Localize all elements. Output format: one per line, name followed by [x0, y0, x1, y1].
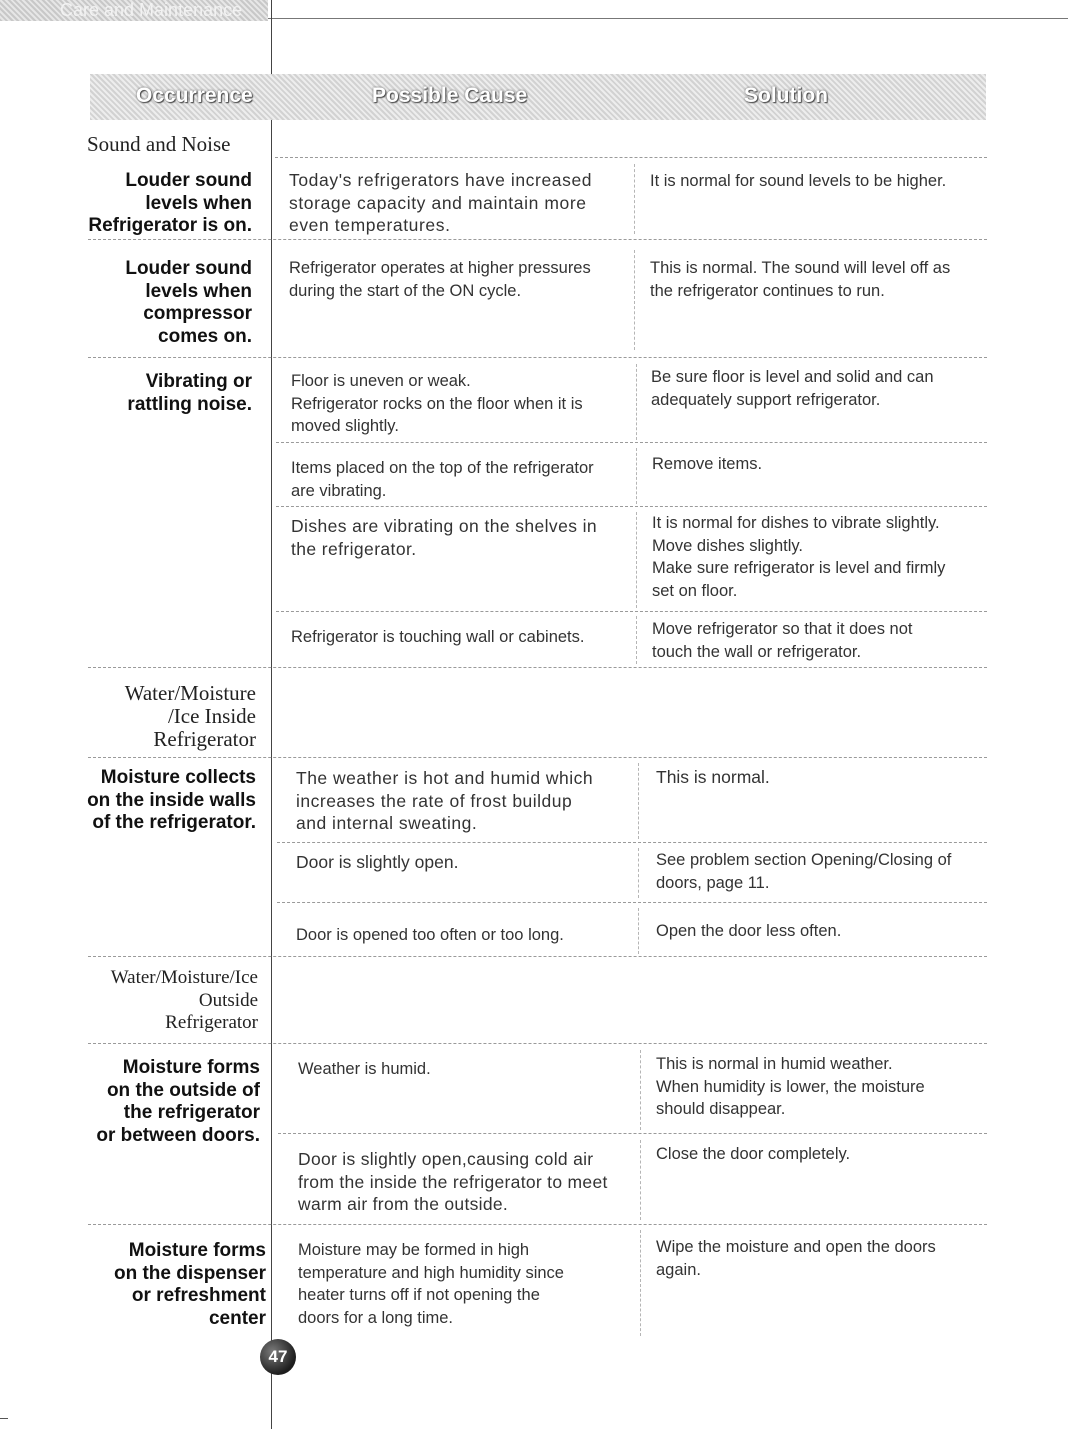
- category-sound-and-noise: Sound and Noise: [87, 132, 231, 156]
- occurrence-vibrating-rattling: Vibrating or rattling noise.: [127, 371, 252, 415]
- row-divider: [277, 902, 987, 903]
- solution-see-problem-section: See problem section Opening/Closing of doors, page 11.: [656, 851, 952, 892]
- row-divider: [88, 667, 987, 668]
- top-rule: [268, 18, 1068, 19]
- row-divider: [278, 1133, 987, 1134]
- category-water-inside: Water/Moisture /Ice Inside Refrigerator: [124, 681, 256, 751]
- cause-floor-uneven: Floor is uneven or weak. Refrigerator rocks on the floor when it is moved slightly.: [291, 372, 583, 435]
- cause-hot-humid: The weather is hot and humid which increases the rate of frost buildup and internal sweating.: [296, 768, 594, 833]
- cause-door-opened-often: Door is opened too often or too long.: [296, 926, 564, 944]
- cause-higher-pressures: Refrigerator operates at higher pressures during the start of the ON cycle.: [289, 259, 591, 300]
- cause-items-on-top: Items placed on the top of the refrigerator are vibrating.: [291, 459, 594, 500]
- row-divider: [88, 956, 987, 957]
- header-possible-cause: Possible Cause: [372, 84, 528, 107]
- solution-close-door: Close the door completely.: [656, 1145, 851, 1163]
- category-water-outside: Water/Moisture/Ice Outside Refrigerator: [110, 967, 258, 1033]
- cause-door-slightly-open: Door is slightly open.: [296, 852, 459, 872]
- cell-divider: [640, 1140, 641, 1220]
- occurrence-moisture-dispenser: Moisture forms on the dispenser or refreshment center: [113, 1240, 266, 1329]
- row-divider: [88, 239, 987, 240]
- solution-move-refrigerator: Move refrigerator so that it does not touch the wall or refrigerator.: [652, 620, 913, 661]
- cell-divider: [634, 164, 635, 234]
- occurrence-moisture-outside: Moisture forms on the outside of the refrigerator or between doors.: [96, 1057, 260, 1146]
- cell-divider: [636, 616, 637, 664]
- row-divider: [88, 1043, 987, 1044]
- header-occurrence: Occurrence: [136, 84, 253, 107]
- solution-this-is-normal: This is normal.: [656, 767, 770, 787]
- cell-divider: [640, 1230, 641, 1336]
- section-tab-label: Care and Maintenance: [60, 0, 243, 20]
- occurrence-louder-sound-compressor: Louder sound levels when compressor comes on.: [125, 258, 252, 347]
- cause-weather-humid: Weather is humid.: [298, 1060, 431, 1078]
- solution-normal-higher: It is normal for sound levels to be higher.: [650, 172, 947, 190]
- solution-floor-level: Be sure floor is level and solid and can adequately support refrigerator.: [651, 368, 934, 409]
- solution-open-less-often: Open the door less often.: [656, 922, 842, 940]
- page-number: 47: [260, 1339, 296, 1375]
- row-divider: [88, 757, 987, 758]
- cell-divider: [634, 250, 635, 350]
- solution-level-off: This is normal. The sound will level off as the refrigerator continues to run.: [650, 259, 951, 300]
- occurrence-moisture-inside-walls: Moisture collects on the inside walls of the refrigerator.: [87, 767, 256, 833]
- row-divider: [88, 357, 987, 358]
- cell-divider: [638, 908, 639, 954]
- cell-divider: [636, 448, 637, 504]
- solution-wipe-moisture: Wipe the moisture and open the doors again.: [656, 1238, 936, 1279]
- cell-divider: [638, 763, 639, 839]
- row-divider: [276, 506, 987, 507]
- cause-high-temperature: Moisture may be formed in high temperature and high humidity since heater turns off if not opening the doors for a long time.: [298, 1241, 564, 1327]
- solution-normal-humid: This is normal in humid weather. When humidity is lower, the moisture should disappear.: [656, 1055, 925, 1118]
- section-tab: [0, 0, 268, 21]
- cell-divider: [636, 512, 637, 608]
- cell-divider: [640, 1050, 641, 1130]
- cause-dishes-vibrating: Dishes are vibrating on the shelves in the refrigerator.: [291, 516, 598, 559]
- row-divider: [276, 611, 987, 612]
- margin-tick: [0, 1418, 8, 1419]
- solution-dishes-normal: It is normal for dishes to vibrate slightly. Move dishes slightly. Make sure refrigerator is level and firmly set on floor.: [652, 514, 946, 600]
- column-divider: [271, 0, 272, 1429]
- cause-door-open-cold-air: Door is slightly open,causing cold air from the inside the refrigerator to meet warm air from the outside.: [298, 1149, 608, 1214]
- occurrence-louder-sound-on: Louder sound levels when Refrigerator is on.: [88, 170, 252, 236]
- row-divider: [276, 442, 987, 443]
- row-divider: [277, 842, 987, 843]
- cause-touching-wall: Refrigerator is touching wall or cabinets.: [291, 628, 585, 646]
- cell-divider: [636, 364, 637, 440]
- solution-remove-items: Remove items.: [652, 455, 763, 473]
- cell-divider: [638, 848, 639, 898]
- row-divider: [88, 1224, 987, 1225]
- cause-increased-capacity: Today's refrigerators have increased storage capacity and maintain more even temperatures.: [289, 170, 593, 235]
- row-divider: [275, 157, 987, 158]
- header-solution: Solution: [744, 84, 828, 107]
